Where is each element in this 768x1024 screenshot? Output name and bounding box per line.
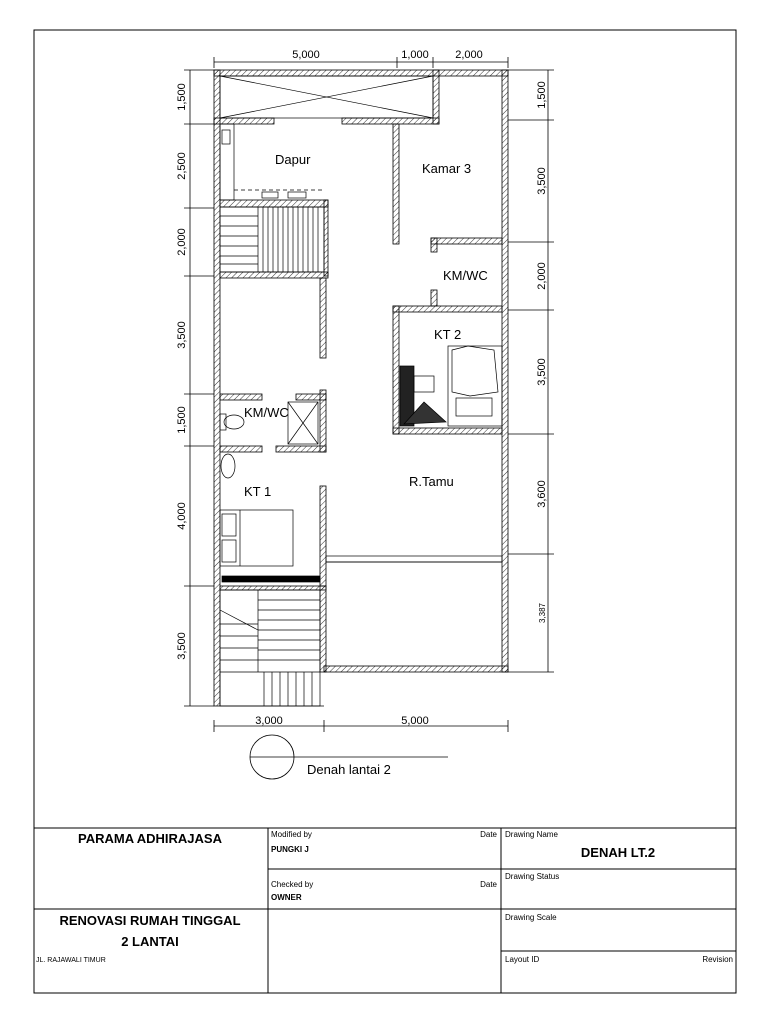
dim-left-1: 1,500	[176, 83, 188, 111]
room-rtamu: R.Tamu	[409, 474, 454, 489]
dim-top-1: 5,000	[292, 49, 320, 61]
dim-right-6: 3,387	[538, 602, 547, 624]
dim-right-5: 3,600	[536, 480, 548, 508]
caption-text: Denah lantai 2	[307, 762, 391, 777]
lower-stair	[220, 590, 324, 706]
project-title-line1: RENOVASI RUMAH TINGGAL	[59, 913, 241, 928]
toilet-left	[224, 415, 244, 429]
room-dapur: Dapur	[275, 152, 311, 167]
room-kamar3: Kamar 3	[422, 161, 472, 176]
company-name: PARAMA ADHIRAJASA	[78, 831, 222, 846]
revision-label: Revision	[702, 955, 733, 964]
room-kmwc-left: KM/WC	[244, 405, 289, 420]
project-title-line2: 2 LANTAI	[121, 934, 179, 949]
date-label-1: Date	[480, 830, 497, 839]
dim-top-3: 2,000	[455, 49, 483, 61]
dim-left-4: 3,500	[176, 321, 188, 349]
modified-by-value: PUNGKI J	[271, 845, 309, 854]
dim-right-4: 3,500	[536, 358, 548, 386]
checked-by-value: OWNER	[271, 893, 302, 902]
drawing-name-value: DENAH LT.2	[580, 845, 656, 860]
dim-left-3: 2,000	[176, 228, 188, 256]
dim-top-2: 1,000	[401, 49, 429, 61]
drawing-status-label: Drawing Status	[505, 872, 560, 881]
dim-right-3: 2,000	[536, 262, 548, 290]
project-address: JL. RAJAWALI TIMUR	[36, 957, 106, 964]
room-kt1: KT 1	[244, 484, 272, 499]
dim-bottom-2: 5,000	[401, 715, 429, 727]
plan-caption	[250, 735, 448, 779]
dim-right-2: 3,500	[536, 167, 548, 195]
dim-right-1: 1,500	[536, 81, 548, 109]
room-kt2: KT 2	[434, 327, 462, 342]
balcony-rail	[326, 556, 502, 562]
dim-left-7: 3,500	[176, 632, 188, 660]
bed-kt1	[220, 510, 293, 566]
room-kmwc-right: KM/WC	[443, 268, 488, 283]
dim-left-2: 2,500	[176, 152, 188, 180]
dim-bottom-1: 3,000	[255, 715, 283, 727]
dim-left-5: 1,500	[176, 406, 188, 434]
dimension-labels	[176, 49, 548, 727]
upper-stair	[220, 207, 324, 272]
checked-by-label: Checked by	[271, 880, 314, 889]
modified-by-label: Modified by	[271, 830, 312, 839]
drawing-name-label: Drawing Name	[505, 830, 558, 839]
layout-id-label: Layout ID	[505, 955, 540, 964]
date-label-2: Date	[480, 880, 497, 889]
drawing-scale-label: Drawing Scale	[505, 913, 557, 922]
dim-left-6: 4,000	[176, 502, 188, 530]
